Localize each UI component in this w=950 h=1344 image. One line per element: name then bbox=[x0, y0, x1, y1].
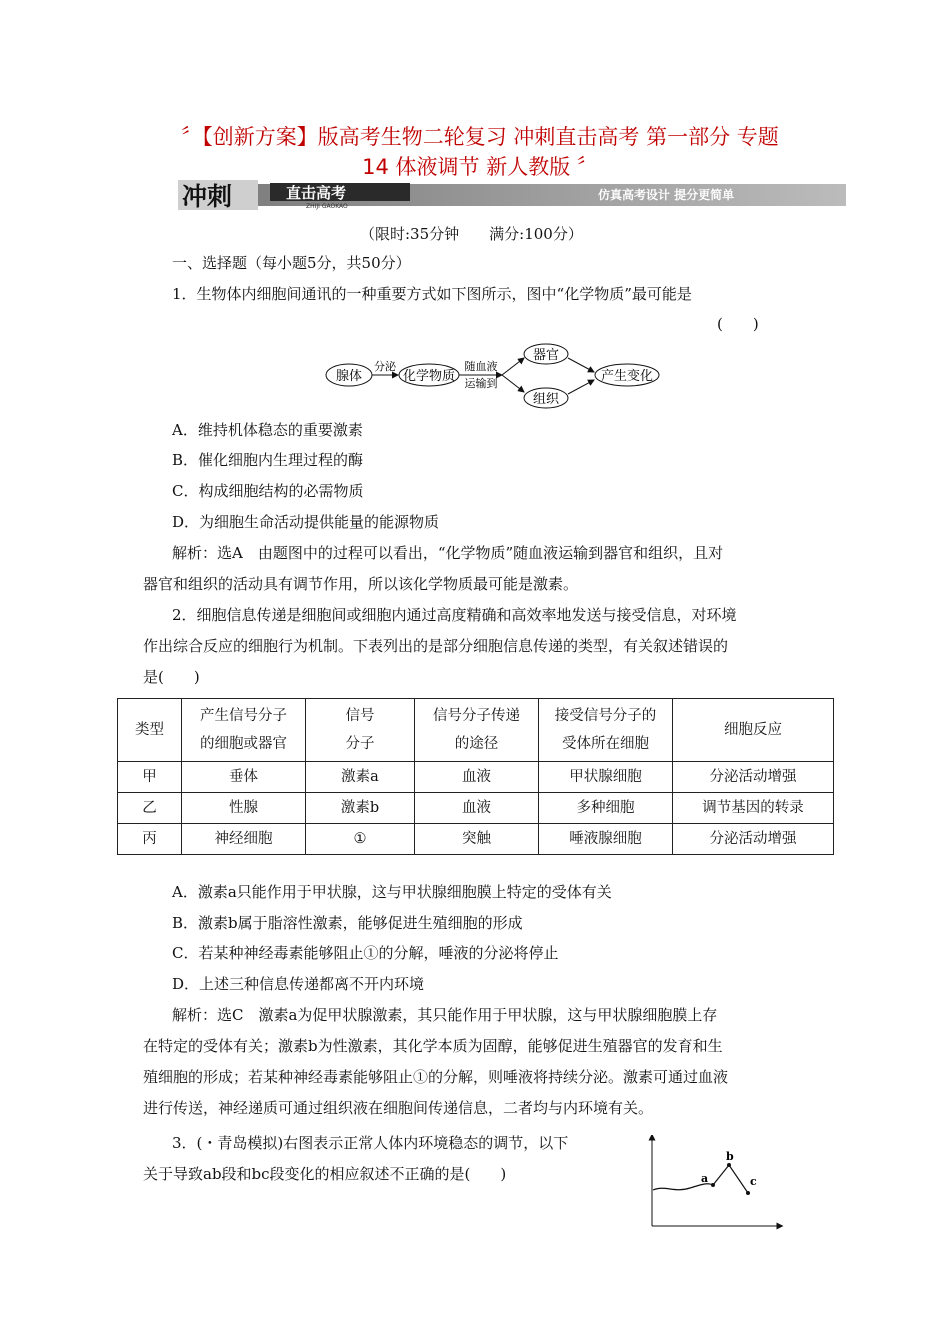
time-score-limits: （限时:35分钟 满分:100分） bbox=[360, 225, 583, 243]
title-line-2: 14 体液调节 新人教版 〞 bbox=[362, 155, 598, 179]
document-title bbox=[150, 122, 810, 182]
table-cell: 甲 bbox=[118, 762, 182, 793]
flow-node-change: 产生变化 bbox=[600, 369, 654, 384]
q3-stem-line-2: 关于导致ab段和bc段变化的相应叙述不正确的是( ) bbox=[143, 1165, 507, 1183]
table-cell: 甲状腺细胞 bbox=[539, 762, 673, 793]
table-header-cell: 类型 bbox=[118, 699, 182, 762]
table-header-cell: 接受信号分子的 受体所在细胞 bbox=[539, 699, 673, 762]
q2-analysis-line-2: 在特定的受体有关；激素b为性激素，其化学本质为固醇，能够促进生殖器官的发育和生 bbox=[143, 1037, 723, 1055]
banner-middle-text: 直击高考 bbox=[286, 184, 347, 202]
table-cell: 乙 bbox=[118, 793, 182, 824]
q2-analysis-line-4: 进行传送，神经递质可通过组织液在细胞间传递信息，二者均与内环境有关。 bbox=[143, 1099, 654, 1117]
table-cell: 多种细胞 bbox=[539, 793, 673, 824]
section-heading: 一、选择题（每小题5分，共50分） bbox=[172, 254, 411, 272]
graph-label-c: c bbox=[750, 1175, 757, 1188]
table-header-cell: 信号 分子 bbox=[306, 699, 415, 762]
q2-option-b: B．激素b属于脂溶性激素，能够促进生殖细胞的形成 bbox=[172, 914, 523, 932]
table-cell: 丙 bbox=[118, 824, 182, 855]
table-cell: 唾液腺细胞 bbox=[539, 824, 673, 855]
table-cell: 血液 bbox=[415, 762, 539, 793]
table-row bbox=[118, 793, 834, 824]
question-1-bracket: ( ) bbox=[717, 315, 759, 333]
table-cell: 性腺 bbox=[182, 793, 306, 824]
graph-label-a: a bbox=[701, 1172, 709, 1185]
graph-label-b: b bbox=[726, 1150, 734, 1163]
table-cell: 血液 bbox=[415, 793, 539, 824]
q2-stem-line-3: 是( ) bbox=[143, 668, 200, 686]
flow-node-organ: 器官 bbox=[532, 348, 560, 363]
q2-analysis-line-1: 解析：选C 激素a为促甲状腺激素，其只能作用于甲状腺，这与甲状腺细胞膜上存 bbox=[172, 1006, 718, 1024]
table-row bbox=[118, 824, 834, 855]
q1-option-c: C．构成细胞结构的必需物质 bbox=[172, 482, 364, 500]
q2-stem-line-1: 2．细胞信息传递是细胞间或细胞内通过高度精确和高效率地发送与接受信息，对环境 bbox=[172, 606, 737, 624]
q2-option-a: A．激素a只能作用于甲状腺，这与甲状腺细胞膜上特定的受体有关 bbox=[172, 883, 612, 901]
table-header-cell: 产生信号分子 的细胞或器官 bbox=[182, 699, 306, 762]
flow-edge-blood-2: 运输到 bbox=[464, 377, 498, 390]
q2-analysis-line-3: 殖细胞的形成；若某种神经毒素能够阻止①的分解，则唾液将持续分泌。激素可通过血液 bbox=[143, 1068, 729, 1086]
table-cell: 神经细胞 bbox=[182, 824, 306, 855]
q1-option-a: A．维持机体稳态的重要激素 bbox=[172, 421, 363, 439]
section-banner bbox=[178, 180, 846, 210]
table-row bbox=[118, 762, 834, 793]
table-header-row bbox=[118, 699, 834, 762]
q1-analysis-line-2: 器官和组织的活动具有调节作用，所以该化学物质最可能是激素。 bbox=[143, 575, 579, 593]
flow-node-tissue: 组织 bbox=[532, 392, 560, 407]
table-cell: 突触 bbox=[415, 824, 539, 855]
table-header-cell: 细胞反应 bbox=[673, 699, 834, 762]
q2-option-d: D．上述三种信息传递都离不开内环境 bbox=[172, 975, 425, 993]
title-line-1: 〞【创新方案】版高考生物二轮复习 冲刺直击高考 第一部分 专题 bbox=[181, 125, 779, 149]
table-cell: 激素a bbox=[306, 762, 415, 793]
banner-pinyin: ZHIJI GAOKAO bbox=[306, 203, 348, 210]
banner-left-text: 冲刺 bbox=[182, 182, 233, 210]
q2-stem-line-2: 作出综合反应的细胞行为机制。下表列出的是部分细胞信息传递的类型，有关叙述错误的 bbox=[143, 637, 729, 655]
flow-node-gland: 腺体 bbox=[335, 369, 363, 384]
flow-edge-blood-1: 随血液 bbox=[464, 360, 498, 373]
signal-table bbox=[117, 698, 834, 855]
flow-node-chemical: 化学物质 bbox=[402, 369, 456, 384]
q1-flow-diagram bbox=[324, 340, 664, 415]
q3-homeostasis-graph bbox=[645, 1135, 785, 1230]
table-cell: 激素b bbox=[306, 793, 415, 824]
q1-option-b: B．催化细胞内生理过程的酶 bbox=[172, 451, 364, 469]
q1-option-d: D．为细胞生命活动提供能量的能源物质 bbox=[172, 513, 440, 531]
table-header-cell: 信号分子传递 的途径 bbox=[415, 699, 539, 762]
banner-right-text: 仿真高考设计 提分更简单 bbox=[598, 188, 735, 202]
question-1-stem: 1．生物体内细胞间通讯的一种重要方式如下图所示，图中“化学物质”最可能是 bbox=[172, 285, 692, 303]
flow-edge-secrete: 分泌 bbox=[374, 360, 396, 373]
table-cell: 分泌活动增强 bbox=[673, 762, 834, 793]
q1-analysis-line-1: 解析：选A 由题图中的过程可以看出，“化学物质”随血液运输到器官和组织，且对 bbox=[172, 544, 724, 562]
q3-stem-line-1: 3．(・青岛模拟)右图表示正常人体内环境稳态的调节，以下 bbox=[172, 1134, 569, 1152]
table-cell: ① bbox=[306, 824, 415, 855]
table-cell: 垂体 bbox=[182, 762, 306, 793]
table-cell: 调节基因的转录 bbox=[673, 793, 834, 824]
table-cell: 分泌活动增强 bbox=[673, 824, 834, 855]
q2-option-c: C．若某种神经毒素能够阻止①的分解，唾液的分泌将停止 bbox=[172, 944, 559, 962]
